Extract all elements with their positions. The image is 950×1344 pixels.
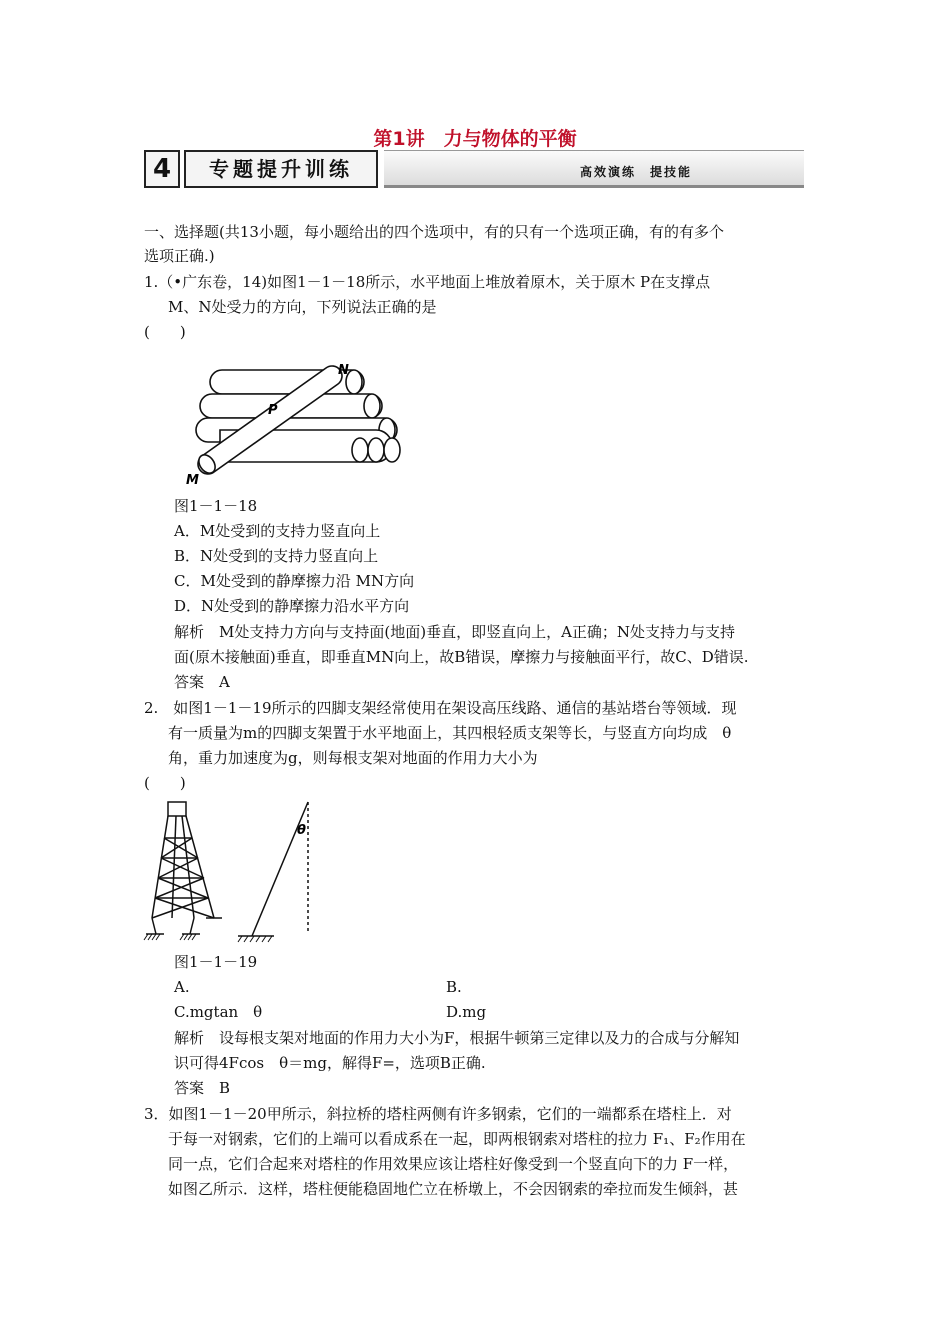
label-m: M <box>186 473 199 487</box>
q2-option-b: B. <box>446 978 462 996</box>
section-number: 4 <box>144 150 180 188</box>
q1-option-d: D．N处受到的静摩擦力沿水平方向 <box>174 597 410 615</box>
section-slogan: 高效演练 提技能 <box>579 165 692 179</box>
intro-line-2: 选项正确.) <box>144 247 215 265</box>
q1-caption: 图1－1－18 <box>174 497 258 515</box>
q2-analysis-1: 解析 设每根支架对地面的作用力大小为F，根据牛顿第三定律以及力的合成与分解知 <box>174 1029 740 1047</box>
log-end-b1 <box>352 438 368 462</box>
q1-stem-1: 1.（•广东卷，14)如图1－1－18所示，水平地面上堆放着原木，关于原木 P在支撑点 <box>144 273 711 291</box>
tower-top <box>168 802 186 816</box>
section-title: 专题提升训练 <box>184 150 378 188</box>
q1-option-b: B．N处受到的支持力竖直向上 <box>174 547 379 565</box>
intro-line-1: 一、选择题(共13小题，每小题给出的四个选项中，有的只有一个选项正确，有的有多个 <box>144 223 724 241</box>
q1-option-a: A．M处受到的支持力竖直向上 <box>174 522 381 540</box>
section-bar <box>384 150 804 188</box>
q2-stem-3: 角，重力加速度为g，则每根支架对地面的作用力大小为 <box>168 749 538 767</box>
q1-stem-2: M、N处受力的方向，下列说法正确的是 <box>168 298 437 316</box>
q3-stem-2: 于每一对钢索，它们的上端可以看成系在一起，即两根钢索对塔柱的拉力 F₁、F₂作用在 <box>168 1130 746 1148</box>
q1-analysis-2: 面(原木接触面)垂直，即垂直MN向上，故B错误，摩擦力与接触面平行，故C、D错误. <box>174 648 749 666</box>
q3-stem-4: 如图乙所示．这样，塔柱便能稳固地伫立在桥墩上，不会因钢索的牵拉而发生倾斜，甚 <box>168 1180 739 1198</box>
logs-figure <box>180 352 410 487</box>
tower-figure <box>142 798 332 946</box>
section-banner <box>144 150 806 188</box>
page-title: 第1讲 力与物体的平衡 <box>373 128 577 150</box>
q3-stem-3: 同一点，它们合起来对塔柱的作用效果应该让塔柱好像受到一个竖直向下的力 F一样， <box>168 1155 739 1173</box>
label-n: N <box>338 363 349 378</box>
q1-analysis-1: 解析 M处支持力方向与支持面(地面)垂直，即竖直向上，A正确；N处支持力与支持 <box>174 623 736 641</box>
log-end-b3 <box>384 438 400 462</box>
q2-stem-1: 2. 如图1－1－19所示的四脚支架经常使用在架设高压线路、通信的基站塔台等领域．现 <box>144 699 737 717</box>
log-end-mid <box>364 394 380 418</box>
q3-stem-1: 3．如图1－1－20甲所示，斜拉桥的塔柱两侧有许多钢索，它们的一端都系在塔柱上．对 <box>144 1105 732 1123</box>
q2-option-a: A. <box>174 978 190 996</box>
q2-stem-2: 有一质量为m的四脚支架置于水平地面上，其四根轻质支架等长，与竖直方向均成 θ <box>168 724 732 742</box>
label-theta: θ <box>297 823 306 838</box>
q2-analysis-2: 识可得4Fcos θ＝mg，解得F=，选项B正确. <box>174 1054 486 1072</box>
q2-option-d: D.mg <box>446 1003 487 1021</box>
q1-answer: 答案 A <box>174 673 230 691</box>
q2-bracket: ( ) <box>144 774 186 792</box>
q1-bracket: ( ) <box>144 323 186 341</box>
q2-answer: 答案 B <box>174 1079 231 1097</box>
q2-option-c: C.mgtan θ <box>174 1003 263 1021</box>
log-end-b2 <box>368 438 384 462</box>
q2-caption: 图1－1－19 <box>174 953 258 971</box>
q1-option-c: C．M处受到的静摩擦力沿 MN方向 <box>174 572 415 590</box>
label-p: P <box>268 403 278 418</box>
